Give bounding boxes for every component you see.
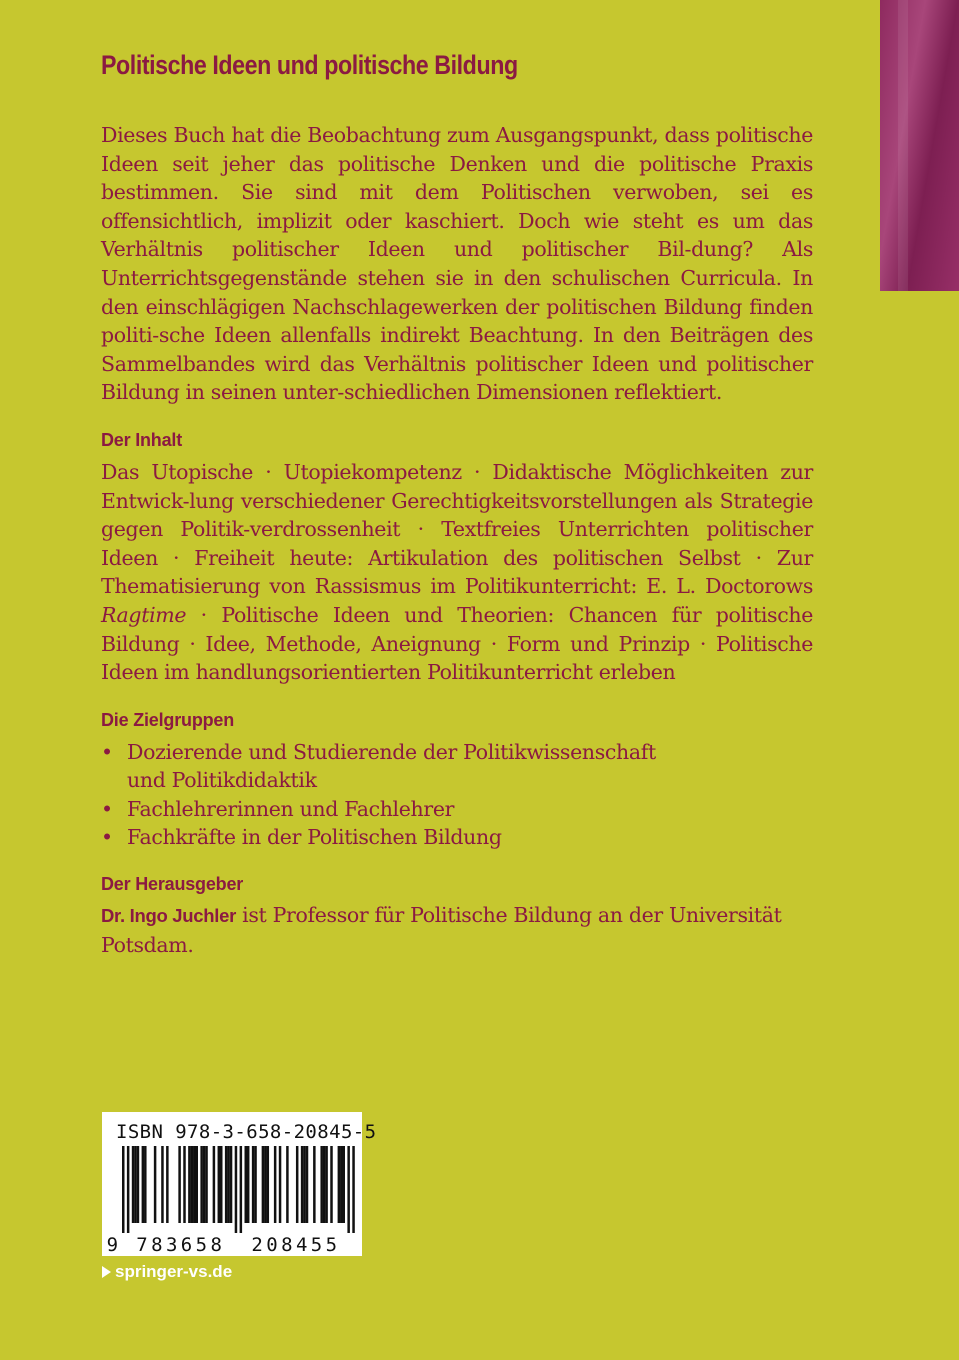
bullet-icon: •	[101, 796, 113, 821]
barcode-bar	[122, 1146, 125, 1233]
barcode-bar	[352, 1146, 355, 1233]
barcode-bar	[296, 1146, 299, 1223]
barcode-bar	[323, 1146, 326, 1223]
publisher-url: springer-vs.de	[115, 1262, 233, 1281]
accent-bar	[880, 0, 959, 291]
barcode-bar	[301, 1146, 304, 1223]
barcode-bar	[338, 1146, 341, 1223]
barcode-bar	[320, 1146, 323, 1223]
bullet-icon: •	[101, 825, 113, 850]
barcode-bar	[196, 1146, 199, 1223]
barcode-bar	[127, 1146, 129, 1233]
barcode-bar	[254, 1146, 256, 1223]
barcode-bar	[142, 1146, 145, 1223]
description-line: Doch wie steht es um das Verhältnis politischer Ideen und politischer Bil-	[101, 208, 813, 262]
description-line: schiedlichen Dimensionen reflektiert.	[344, 380, 723, 405]
barcode-bar	[213, 1146, 216, 1223]
contents-line: Prinzip · Politische Ideen im handlungsorientierten Politikunterricht erleben	[101, 631, 814, 685]
barcode-bar	[330, 1146, 333, 1223]
barcode-bar	[306, 1146, 309, 1223]
editor-heading: Der Herausgeber	[101, 874, 244, 895]
description-line: wird das Verhältnis politischer Ideen und politischer Bildung in seinen unter-	[101, 351, 813, 405]
description-line: dung? Als Unterrichtsgegenstände stehen sie in den schulischen Curricula. In	[101, 237, 813, 290]
barcode-bar	[230, 1146, 233, 1223]
contents-line: Chancen für politische Bildung · Idee, Methode, Aneignung · Form und	[101, 602, 813, 656]
editor-text	[101, 901, 813, 959]
editor-description: ist Professor für Politische Bildung an der Universität Potsdam.	[101, 903, 782, 957]
book-title: Politische Ideen und politische Bildung	[101, 50, 518, 80]
contents-italic-title: Ragtime	[101, 602, 187, 627]
barcode-digits-right: 208455	[251, 1234, 341, 1256]
arrow-right-icon	[102, 1266, 111, 1278]
barcode-bar	[203, 1146, 206, 1223]
editor-name: Dr. Ingo Juchler	[101, 905, 237, 927]
barcode-bar	[286, 1146, 289, 1223]
barcode-bar	[325, 1146, 328, 1223]
contents-line: verdrossenheit · Textfreies Unterrichten politischer Ideen · Freiheit heute:	[101, 517, 813, 570]
barcode-bar	[313, 1146, 316, 1223]
barcode-bar	[200, 1146, 203, 1223]
barcode-bar	[178, 1146, 181, 1223]
barcode-bar	[247, 1146, 250, 1223]
contents-text	[101, 458, 813, 687]
description-line: den einschlägigen Nachschlagewerken der politischen Bildung finden politi-	[101, 294, 813, 348]
barcode-bar	[303, 1146, 306, 1223]
barcode-bar	[218, 1146, 221, 1223]
barcode-bar	[166, 1146, 169, 1223]
isbn-barcode-box	[102, 1112, 377, 1256]
barcode	[102, 1112, 377, 1256]
barcode-bar	[191, 1146, 194, 1223]
back-cover-text	[101, 44, 813, 959]
target-groups-heading: Die Zielgruppen	[101, 709, 235, 730]
target-groups-list	[101, 738, 813, 852]
contents-line: Artikulation des politischen Selbst · Zur Thematisierung von Rassismus im	[101, 545, 814, 599]
description-line: mit dem Politischen verwoben, sei es offensichtlich, implizit oder kaschiert.	[101, 180, 813, 233]
contents-line: · Politische Ideen und Theorien:	[186, 602, 555, 627]
barcode-bar	[267, 1146, 270, 1223]
bullet-icon: •	[101, 739, 113, 764]
publisher-link[interactable]	[102, 1262, 232, 1282]
barcode-bar	[343, 1146, 346, 1223]
barcode-bar	[340, 1146, 343, 1223]
contents-line: lung verschiedener Gerechtigkeitsvorstellungen als Strategie gegen Politik-	[101, 488, 813, 542]
barcode-bar	[235, 1146, 238, 1233]
barcode-bar	[347, 1146, 350, 1233]
description	[101, 121, 813, 407]
list-item: • Dozierende und Studierende der Politikwissenschaft und Politikdidaktik	[101, 739, 656, 793]
barcode-digits-left: 783658	[136, 1234, 226, 1256]
barcode-bar	[161, 1146, 164, 1223]
barcode-bar	[220, 1146, 223, 1223]
barcode-bar	[225, 1146, 228, 1223]
list-item: • Fachlehrerinnen und Fachlehrer	[101, 795, 813, 824]
barcode-bar	[183, 1146, 186, 1223]
contents-heading: Der Inhalt	[101, 429, 183, 450]
isbn-label: ISBN 978-3-658-20845-5	[116, 1121, 377, 1143]
barcode-bar	[134, 1146, 137, 1223]
barcode-bar	[227, 1146, 230, 1223]
barcode-bar	[137, 1146, 140, 1223]
barcode-bar	[279, 1146, 282, 1223]
barcode-bar	[188, 1146, 191, 1223]
barcode-bar	[132, 1146, 135, 1223]
barcode-bar	[264, 1146, 267, 1223]
barcode-bar	[252, 1146, 255, 1223]
barcode-bar	[193, 1146, 196, 1223]
description-line: Dieses Buch hat die Beobachtung zum Ausgangspunkt, dass politische Ideen	[101, 123, 813, 176]
contents-line: Das Utopische · Utopiekompetenz · Didaktische Möglichkeiten zur Entwick-	[101, 459, 813, 513]
barcode-bar	[144, 1146, 147, 1223]
barcode-bar	[245, 1146, 248, 1223]
barcode-bar	[205, 1146, 208, 1223]
contents-line: Politikunterricht: E. L. Doctorows	[464, 574, 813, 599]
barcode-bar	[274, 1146, 277, 1223]
barcode-bar	[240, 1146, 243, 1233]
barcode-bar	[154, 1146, 157, 1223]
barcode-digit-first: 9	[106, 1234, 122, 1256]
description-line: sche Ideen allenfalls indirekt Beachtung. In den Beiträgen des Sammelbandes	[101, 323, 813, 376]
barcode-bar	[262, 1146, 265, 1223]
list-item: • Fachkräfte in der Politischen Bildung	[101, 823, 813, 852]
description-line: seit jeher das politische Denken und die politische Praxis bestimmen. Sie sind	[101, 151, 813, 205]
